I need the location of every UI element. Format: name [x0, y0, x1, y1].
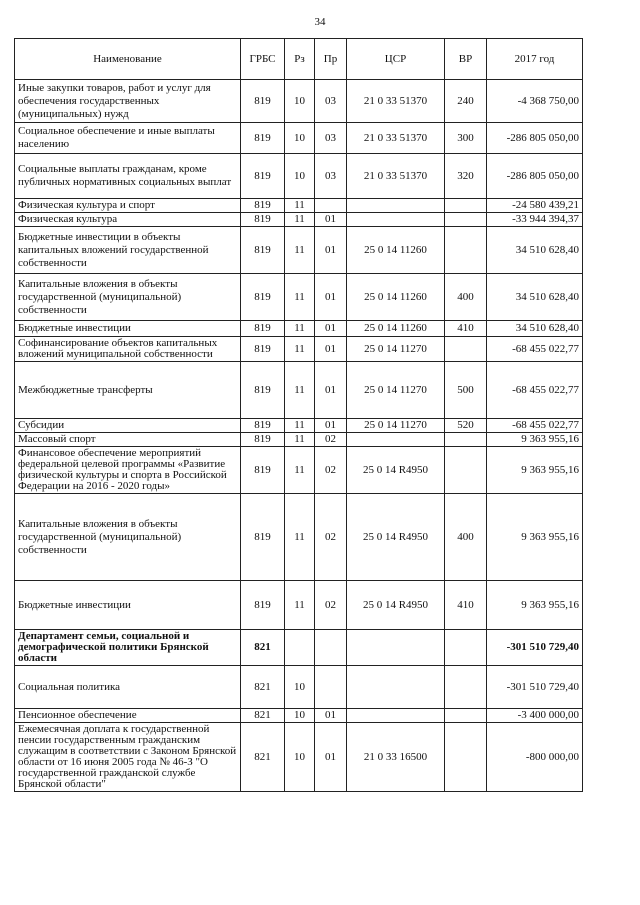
- row-rz-cell: 11: [285, 433, 315, 447]
- row-amount-cell: 9 363 955,16: [487, 581, 583, 630]
- row-grbs-cell: 819: [241, 581, 285, 630]
- row-vr-cell: [445, 213, 487, 227]
- row-vr-cell: 320: [445, 154, 487, 199]
- row-pr-cell: 01: [315, 723, 347, 792]
- row-amount-cell: -301 510 729,40: [487, 666, 583, 709]
- row-name-cell: Капитальные вложения в объекты государственной (муниципальной) собственности: [15, 494, 241, 581]
- row-amount-cell: 9 363 955,16: [487, 447, 583, 494]
- row-name-cell: Капитальные вложения в объекты государственной (муниципальной) собственности: [15, 274, 241, 321]
- row-name-cell: Финансовое обеспечение мероприятий федеральной целевой программы «Развитие физической культуры и спорта в Российской Федерации на 2016 - 2020 годы»: [15, 447, 241, 494]
- row-csr-cell: 25 0 14 11260: [347, 274, 445, 321]
- row-vr-cell: 520: [445, 419, 487, 433]
- row-pr-cell: 03: [315, 154, 347, 199]
- budget-table: [14, 38, 583, 792]
- table-row: [15, 447, 583, 494]
- row-vr-cell: 400: [445, 494, 487, 581]
- row-csr-cell: 25 0 14 R4950: [347, 494, 445, 581]
- row-name-cell: Физическая культура: [15, 213, 241, 227]
- row-amount-cell: -24 580 439,21: [487, 199, 583, 213]
- row-csr-cell: [347, 709, 445, 723]
- row-pr-cell: 01: [315, 362, 347, 419]
- row-amount-cell: -4 368 750,00: [487, 80, 583, 123]
- row-csr-cell: 25 0 14 11270: [347, 337, 445, 362]
- row-pr-cell: 01: [315, 337, 347, 362]
- row-grbs-cell: 819: [241, 321, 285, 337]
- row-name-cell: Субсидии: [15, 419, 241, 433]
- table-row: [15, 362, 583, 419]
- row-name-cell: Физическая культура и спорт: [15, 199, 241, 213]
- row-rz-cell: 10: [285, 80, 315, 123]
- row-csr-cell: [347, 213, 445, 227]
- row-csr-cell: 21 0 33 16500: [347, 723, 445, 792]
- row-vr-cell: [445, 227, 487, 274]
- row-amount-cell: -301 510 729,40: [487, 630, 583, 666]
- row-amount-cell: -286 805 050,00: [487, 154, 583, 199]
- row-grbs-cell: 819: [241, 419, 285, 433]
- row-rz-cell: 11: [285, 581, 315, 630]
- row-pr-cell: 02: [315, 447, 347, 494]
- row-rz-cell: [285, 630, 315, 666]
- column-header-grbs: ГРБС: [241, 39, 285, 80]
- row-amount-cell: -3 400 000,00: [487, 709, 583, 723]
- row-vr-cell: [445, 447, 487, 494]
- table-row: [15, 213, 583, 227]
- table-row: [15, 154, 583, 199]
- row-csr-cell: 25 0 14 R4950: [347, 447, 445, 494]
- row-grbs-cell: 821: [241, 723, 285, 792]
- row-grbs-cell: 819: [241, 227, 285, 274]
- row-rz-cell: 11: [285, 337, 315, 362]
- row-csr-cell: 21 0 33 51370: [347, 123, 445, 154]
- row-pr-cell: 01: [315, 419, 347, 433]
- row-vr-cell: [445, 630, 487, 666]
- row-rz-cell: 11: [285, 494, 315, 581]
- row-name-cell: Социальное обеспечение и иные выплаты населению: [15, 123, 241, 154]
- row-vr-cell: [445, 337, 487, 362]
- row-pr-cell: 01: [315, 227, 347, 274]
- row-amount-cell: -68 455 022,77: [487, 337, 583, 362]
- row-amount-cell: -68 455 022,77: [487, 362, 583, 419]
- row-rz-cell: 10: [285, 709, 315, 723]
- row-vr-cell: [445, 666, 487, 709]
- row-grbs-cell: 819: [241, 362, 285, 419]
- row-rz-cell: 10: [285, 154, 315, 199]
- row-pr-cell: [315, 630, 347, 666]
- row-csr-cell: 25 0 14 11260: [347, 227, 445, 274]
- row-name-cell: Софинансирование объектов капитальных вложений муниципальной собственности: [15, 337, 241, 362]
- row-rz-cell: 11: [285, 274, 315, 321]
- row-vr-cell: 410: [445, 321, 487, 337]
- page-number: 34: [314, 16, 326, 28]
- row-csr-cell: 21 0 33 51370: [347, 154, 445, 199]
- row-amount-cell: -800 000,00: [487, 723, 583, 792]
- row-grbs-cell: 821: [241, 630, 285, 666]
- row-rz-cell: 10: [285, 723, 315, 792]
- column-header-pr: Пр: [315, 39, 347, 80]
- column-header-vr: ВР: [445, 39, 487, 80]
- table-row: [15, 630, 583, 666]
- column-header-rz: Рз: [285, 39, 315, 80]
- table-row: [15, 337, 583, 362]
- row-grbs-cell: 821: [241, 709, 285, 723]
- table-row: [15, 199, 583, 213]
- table-row: [15, 274, 583, 321]
- table-row: [15, 419, 583, 433]
- column-header-year: 2017 год: [487, 39, 583, 80]
- row-grbs-cell: 819: [241, 494, 285, 581]
- row-csr-cell: [347, 199, 445, 213]
- row-csr-cell: [347, 433, 445, 447]
- row-vr-cell: 400: [445, 274, 487, 321]
- row-amount-cell: -286 805 050,00: [487, 123, 583, 154]
- table-row: [15, 723, 583, 792]
- row-pr-cell: [315, 666, 347, 709]
- row-csr-cell: 25 0 14 11270: [347, 362, 445, 419]
- row-grbs-cell: 819: [241, 433, 285, 447]
- row-amount-cell: 34 510 628,40: [487, 227, 583, 274]
- row-name-cell: Иные закупки товаров, работ и услуг для обеспечения государственных (муниципальных) нужд: [15, 80, 241, 123]
- row-grbs-cell: 819: [241, 337, 285, 362]
- row-rz-cell: 11: [285, 419, 315, 433]
- row-pr-cell: 02: [315, 433, 347, 447]
- row-rz-cell: 11: [285, 199, 315, 213]
- row-name-cell: Департамент семьи, социальной и демографической политики Брянской области: [15, 630, 241, 666]
- row-pr-cell: [315, 199, 347, 213]
- row-amount-cell: -68 455 022,77: [487, 419, 583, 433]
- row-name-cell: Бюджетные инвестиции в объекты капитальных вложений государственной собственности: [15, 227, 241, 274]
- row-name-cell: Бюджетные инвестиции: [15, 321, 241, 337]
- row-csr-cell: 25 0 14 R4950: [347, 581, 445, 630]
- row-grbs-cell: 819: [241, 447, 285, 494]
- row-rz-cell: 11: [285, 227, 315, 274]
- row-csr-cell: 21 0 33 51370: [347, 80, 445, 123]
- row-name-cell: Социальная политика: [15, 666, 241, 709]
- row-name-cell: Массовый спорт: [15, 433, 241, 447]
- table-row: [15, 433, 583, 447]
- row-pr-cell: 01: [315, 709, 347, 723]
- row-rz-cell: 11: [285, 321, 315, 337]
- row-grbs-cell: 819: [241, 213, 285, 227]
- row-grbs-cell: 819: [241, 80, 285, 123]
- row-rz-cell: 11: [285, 362, 315, 419]
- column-header-name: Наименование: [15, 39, 241, 80]
- row-pr-cell: 02: [315, 494, 347, 581]
- row-vr-cell: [445, 199, 487, 213]
- row-vr-cell: 500: [445, 362, 487, 419]
- row-pr-cell: 01: [315, 321, 347, 337]
- row-name-cell: Социальные выплаты гражданам, кроме публичных нормативных социальных выплат: [15, 154, 241, 199]
- row-grbs-cell: 821: [241, 666, 285, 709]
- row-vr-cell: 410: [445, 581, 487, 630]
- table-row: [15, 709, 583, 723]
- table-row: [15, 80, 583, 123]
- row-amount-cell: 34 510 628,40: [487, 321, 583, 337]
- row-name-cell: Ежемесячная доплата к государственной пенсии государственным гражданским служащим в соответствии с Законом Брянской области от 16 июня 2005 года № 46-З "О государственной гражданской службе Брянской области": [15, 723, 241, 792]
- table-row: [15, 581, 583, 630]
- table-header-row: [15, 39, 583, 80]
- row-pr-cell: 01: [315, 274, 347, 321]
- row-amount-cell: 9 363 955,16: [487, 494, 583, 581]
- row-rz-cell: 11: [285, 213, 315, 227]
- row-csr-cell: [347, 666, 445, 709]
- table-row: [15, 227, 583, 274]
- row-rz-cell: 10: [285, 666, 315, 709]
- row-vr-cell: [445, 709, 487, 723]
- row-pr-cell: 03: [315, 123, 347, 154]
- row-csr-cell: 25 0 14 11270: [347, 419, 445, 433]
- table-row: [15, 666, 583, 709]
- row-pr-cell: 03: [315, 80, 347, 123]
- row-grbs-cell: 819: [241, 274, 285, 321]
- table-row: [15, 321, 583, 337]
- row-name-cell: Бюджетные инвестиции: [15, 581, 241, 630]
- table-row: [15, 123, 583, 154]
- row-name-cell: Пенсионное обеспечение: [15, 709, 241, 723]
- row-vr-cell: [445, 723, 487, 792]
- row-vr-cell: 300: [445, 123, 487, 154]
- row-grbs-cell: 819: [241, 123, 285, 154]
- row-amount-cell: -33 944 394,37: [487, 213, 583, 227]
- table-body: [15, 80, 583, 792]
- row-name-cell: Межбюджетные трансферты: [15, 362, 241, 419]
- row-grbs-cell: 819: [241, 199, 285, 213]
- row-csr-cell: 25 0 14 11260: [347, 321, 445, 337]
- row-amount-cell: 34 510 628,40: [487, 274, 583, 321]
- row-rz-cell: 10: [285, 123, 315, 154]
- row-vr-cell: [445, 433, 487, 447]
- row-rz-cell: 11: [285, 447, 315, 494]
- row-pr-cell: 01: [315, 213, 347, 227]
- row-csr-cell: [347, 630, 445, 666]
- table-row: [15, 494, 583, 581]
- row-amount-cell: 9 363 955,16: [487, 433, 583, 447]
- column-header-csr: ЦСР: [347, 39, 445, 80]
- row-pr-cell: 02: [315, 581, 347, 630]
- row-grbs-cell: 819: [241, 154, 285, 199]
- row-vr-cell: 240: [445, 80, 487, 123]
